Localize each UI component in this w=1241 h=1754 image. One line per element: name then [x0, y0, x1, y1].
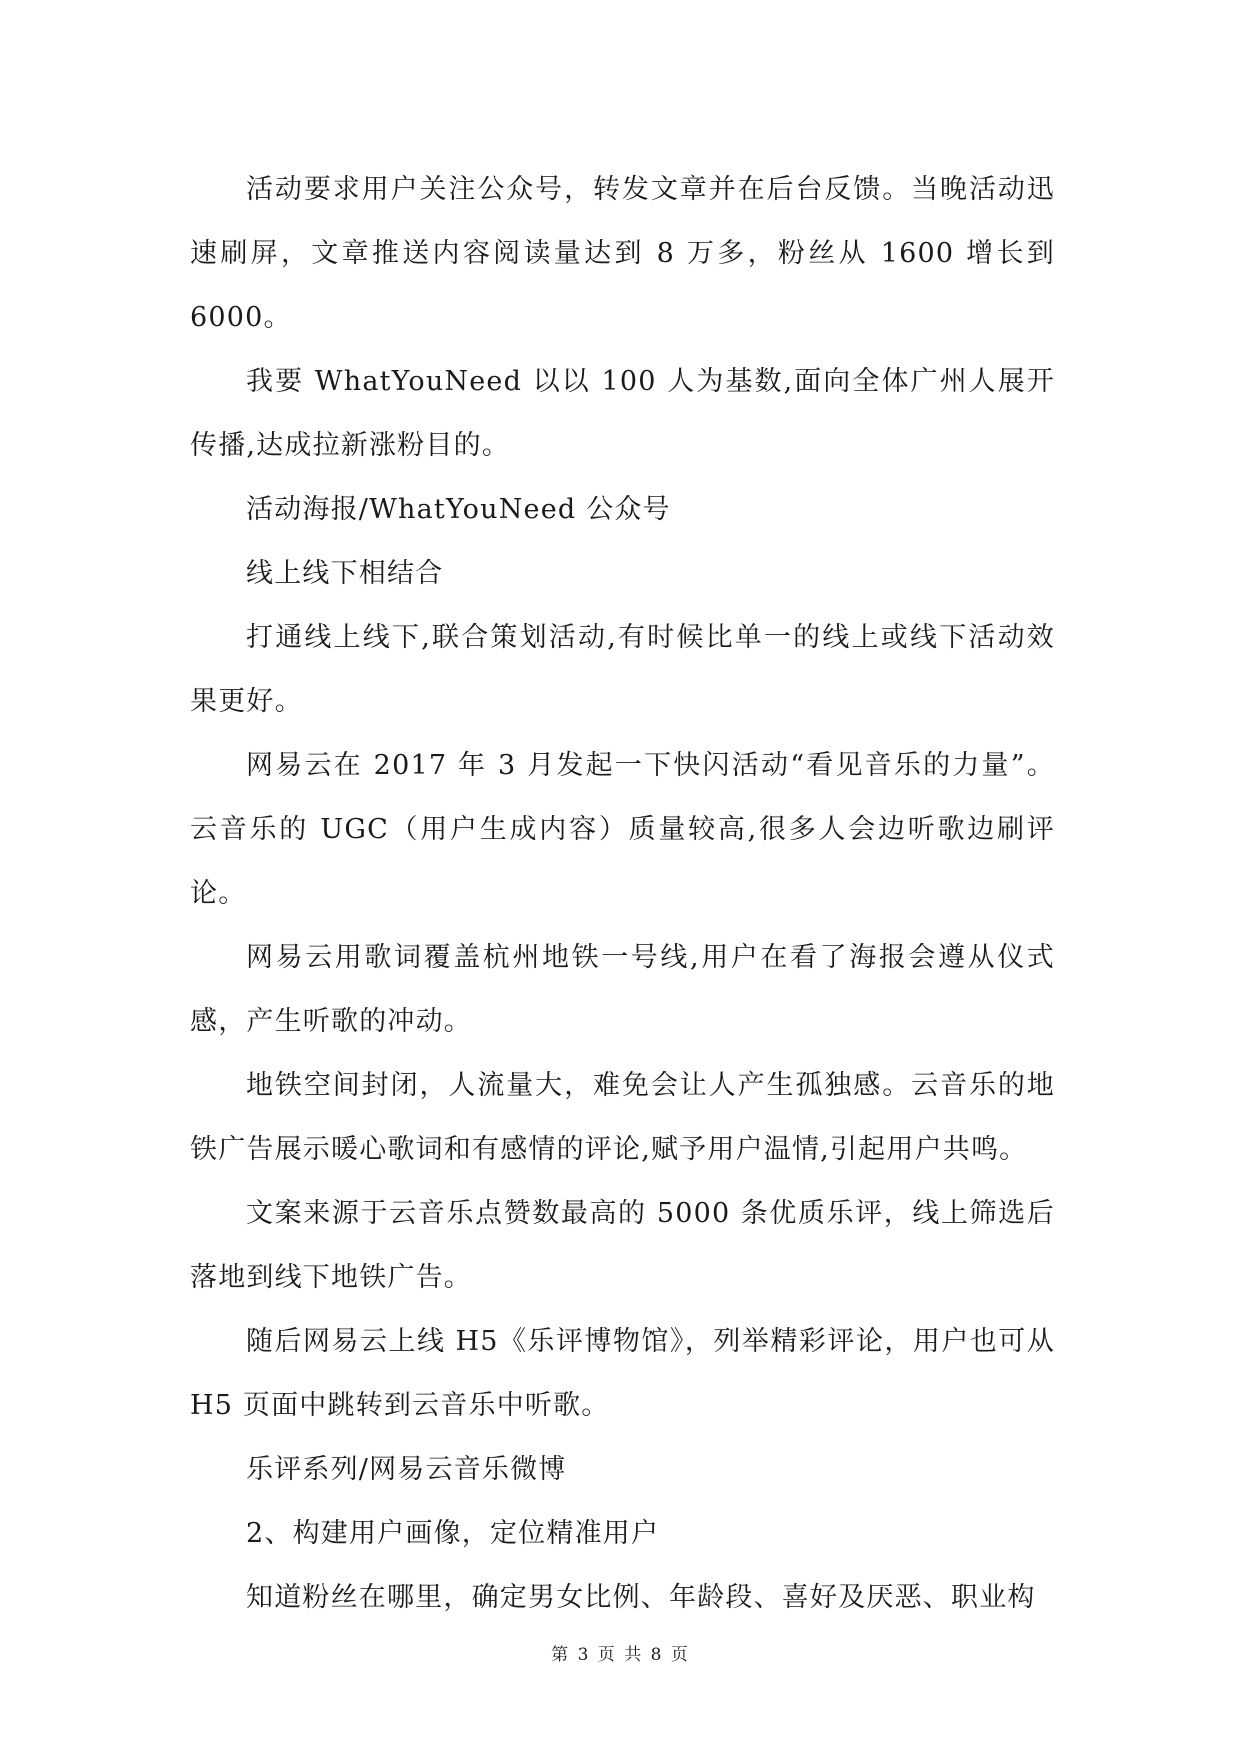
paragraph: 活动要求用户关注公众号，转发文章并在后台反馈。当晚活动迅速刷屏，文章推送内容阅读量达到 8 万多，粉丝从 1600 增长到 6000。: [190, 174, 1055, 333]
section-heading: 线上线下相结合: [246, 558, 444, 589]
paragraph: 文案来源于云音乐点赞数最高的 5000 条优质乐评，线上筛选后落地到线下地铁广告。: [190, 1198, 1055, 1293]
paragraph: 地铁空间封闭，人流量大，难免会让人产生孤独感。云音乐的地铁广告展示暖心歌词和有感情的评论,赋予用户温情,引起用户共鸣。: [190, 1070, 1055, 1165]
paragraph: 活动海报/WhatYouNeed 公众号: [246, 494, 671, 525]
paragraph: 网易云用歌词覆盖杭州地铁一号线,用户在看了海报会遵从仪式感，产生听歌的冲动。: [190, 942, 1055, 1037]
paragraph: 乐评系列/网易云音乐微博: [246, 1454, 567, 1485]
paragraph: 随后网易云上线 H5《乐评博物馆》，列举精彩评论，用户也可从 H5 页面中跳转到云音乐中听歌。: [190, 1326, 1055, 1421]
paragraph: 我要 WhatYouNeed 以以 100 人为基数,面向全体广州人展开传播,达成拉新涨粉目的。: [190, 366, 1055, 461]
paragraph: 网易云在 2017 年 3 月发起一下快闪活动“看见音乐的力量”。云音乐的 UGC（用户生成内容）质量较高,很多人会边听歌边刷评论。: [190, 750, 1055, 909]
page-footer: 第 3 页 共 8 页: [551, 1645, 690, 1665]
document-body: [190, 158, 1055, 1630]
paragraph: 知道粉丝在哪里，确定男女比例、年龄段、喜好及厌恶、职业构: [246, 1582, 1036, 1613]
paragraph: 打通线上线下,联合策划活动,有时候比单一的线上或线下活动效果更好。: [190, 622, 1055, 717]
section-heading: 2、构建用户画像，定位精准用户: [246, 1518, 660, 1549]
